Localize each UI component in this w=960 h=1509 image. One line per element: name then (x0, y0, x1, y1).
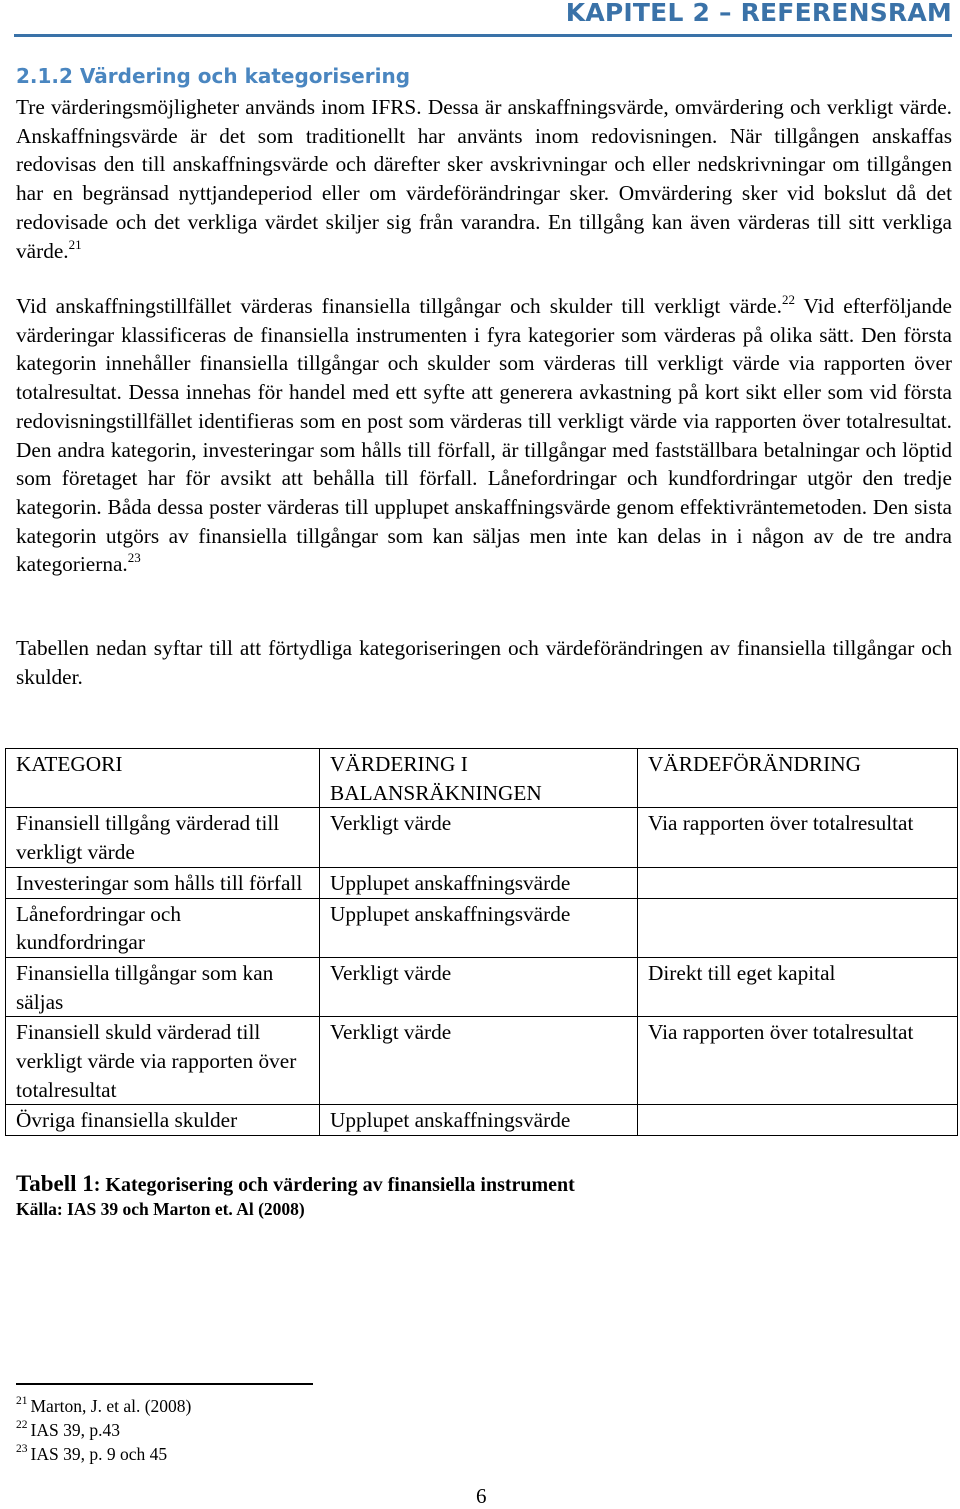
table-cell (638, 898, 958, 957)
header-cell: VÄRDEFÖRÄNDRING (638, 749, 958, 808)
chapter-header: KAPITEL 2 – REFERENSRAM (565, 0, 952, 27)
header-cell: KATEGORI (6, 749, 320, 808)
table-caption (16, 1171, 575, 1197)
paragraph-text-b: Vid efterföljande värderingar klassificeras de finansiella instrumenten i fyra kategorier som värderas på olika sätt. Den första kategorin innehåller finansiella tillgångar och skulder som värderas till verkligt värde via rapporten över totalresultat. Dessa innehas för handel med ett syfte att generera avkastning på kort sikt eller som vid första redovisningstillfället identifieras som en post som värderas till verkligt värde via rapporten över totalresultat. Den andra kategorin, investeringar som hålls till förfall, är tillgångar med fastställbara betalningar och löptid som företaget har för avsikt att behålla till förfall. Lånefordringar och kundfordringar utgör den tredje kategorin. Båda dessa poster värderas till upplupet anskaffningsvärde genom effektivräntemetoden. Den sista kategorin utgörs av finansiella tillgångar som kan säljas men inte kan delas in i någon av de tre andra kategorierna. (16, 294, 952, 577)
table-cell: Lånefordringar och kundfordringar (6, 898, 320, 957)
table-cell: Verkligt värde (320, 808, 638, 867)
table-cell: Via rapporten över totalresultat (638, 1017, 958, 1105)
table-cell: Investeringar som hålls till förfall (6, 867, 320, 898)
table-caption-label: Tabell 1 (16, 1171, 94, 1196)
table-cell: Verkligt värde (320, 1017, 638, 1105)
categorization-table (5, 748, 958, 1136)
table-row (6, 1105, 958, 1136)
footnote-separator (16, 1383, 313, 1385)
paragraph-text: Tre värderingsmöjligheter används inom IFRS. Dessa är anskaffningsvärde, omvärdering och verkligt värde. Anskaffningsvärde är det som traditionellt har använts inom redovisningen. När tillgången anskaffas redovisas den till anskaffningsvärde och därefter sker avskrivningar och eller nedskrivningar om tillgången har en begränsad nyttjandeperiod eller om värdeförändringar sker. Omvärdering sker vid bokslut då det redovisade och det verkliga värdet skiljer sig från varandra. En tillgång kan även värderas till sitt verkliga värde. (16, 95, 952, 263)
paragraph-text-a: Vid anskaffningstillfället värderas finansiella tillgångar och skulder till verkligt värde. (16, 294, 782, 318)
paragraph-categories (16, 292, 952, 579)
footnote (16, 1420, 120, 1441)
table-caption-title: : Kategorisering och värdering av finansiella instrument (93, 1174, 575, 1196)
page-number: 6 (476, 1484, 487, 1508)
table-cell: Upplupet anskaffningsvärde (320, 1105, 638, 1136)
section-title: 2.1.2 Värdering och kategorisering (16, 64, 411, 88)
table-cell: Upplupet anskaffningsvärde (320, 867, 638, 898)
table-row (6, 957, 958, 1016)
header-divider (14, 34, 952, 37)
footnote-ref-21[interactable]: 21 (68, 236, 82, 252)
table-row (6, 808, 958, 867)
paragraph-table-intro: Tabellen nedan syftar till att förtydliga kategoriseringen och värdeförändringen av finansiella tillgångar och skulder. (16, 636, 952, 689)
footnote-ref-22[interactable]: 22 (781, 292, 795, 307)
table-cell: Finansiell skuld värderad till verkligt värde via rapporten över totalresultat (6, 1017, 320, 1105)
footnote (16, 1396, 191, 1417)
header-cell: VÄRDERING I BALANSRÄKNINGEN (320, 749, 638, 808)
table-cell: Upplupet anskaffningsvärde (320, 898, 638, 957)
footnote (16, 1444, 167, 1465)
paragraph-valuation-methods (16, 93, 952, 265)
table-cell: Finansiella tillgångar som kan säljas (6, 957, 320, 1016)
table-cell (638, 1105, 958, 1136)
footnote-text: IAS 39, p. 9 och 45 (30, 1444, 168, 1464)
table-row (6, 898, 958, 957)
table-cell: Direkt till eget kapital (638, 957, 958, 1016)
table-header-row (6, 749, 958, 808)
table-row (6, 867, 958, 898)
footnote-number: 21 (16, 1395, 28, 1407)
table-cell: Verkligt värde (320, 957, 638, 1016)
table-cell: Övriga finansiella skulder (6, 1105, 320, 1136)
footnote-ref-23[interactable]: 23 (127, 550, 141, 566)
footnote-text: Marton, J. et al. (2008) (30, 1396, 192, 1416)
table-cell: Via rapporten över totalresultat (638, 808, 958, 867)
table-cell: Finansiell tillgång värderad till verkligt värde (6, 808, 320, 867)
table-row (6, 1017, 958, 1105)
table-source: Källa: IAS 39 och Marton et. Al (2008) (16, 1199, 305, 1219)
footnote-text: IAS 39, p.43 (30, 1420, 120, 1440)
footnote-number: 22 (16, 1419, 28, 1431)
footnote-number: 23 (16, 1443, 28, 1455)
table-cell (638, 867, 958, 898)
